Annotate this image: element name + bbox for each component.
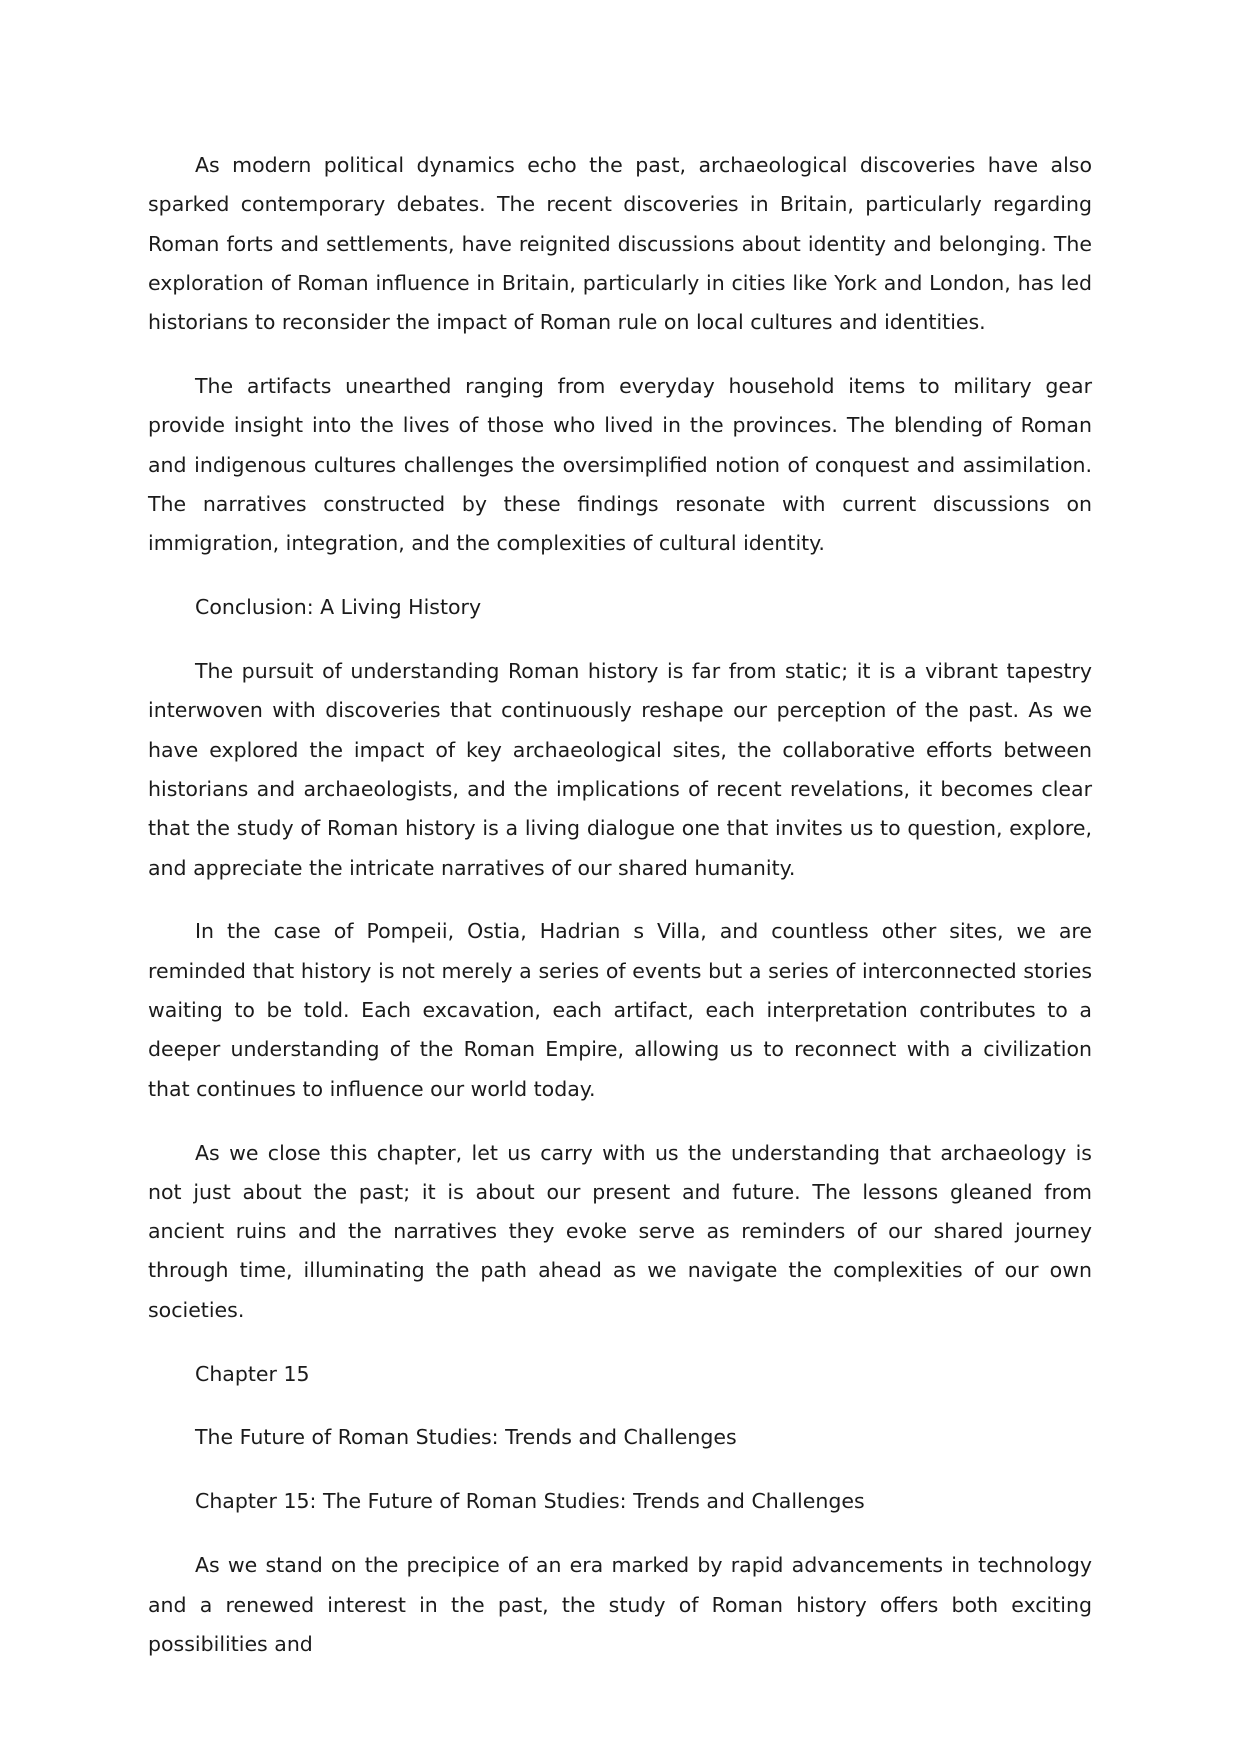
paragraph-britain-discoveries: As modern political dynamics echo the past, archaeological discoveries have also sparked contemporary debates. The recent discoveries in Britain, particularly regarding Roman forts and settlements, have reignited discussions about identity and belonging. The exploration of Roman influence in Britain, particularly in cities like York and London, has led historians to reconsider the impact of Roman rule on local cultures and identities. [148,153,1092,335]
section-heading-conclusion: Conclusion: A Living History [195,595,482,620]
paragraph-future-intro: As we stand on the precipice of an era marked by rapid advancements in technology and a renewed interest in the past, the study of Roman history offers both exciting possibilities and [148,1553,1092,1656]
chapter-number-heading: Chapter 15 [195,1361,310,1386]
chapter-full-title-heading: Chapter 15: The Future of Roman Studies: Trends and Challenges [195,1489,865,1514]
paragraph-artifacts: The artifacts unearthed ranging from everyday household items to military gear provide insight into the lives of those who lived in the provinces. The blending of Roman and indigenous cultures challenges the oversimplified notion of conquest and assimilation. The narratives constructed by these findings resonate with current discussions on immigration, integration, and the complexities of cultural identity. [148,374,1092,556]
paragraph-close-chapter: As we close this chapter, let us carry with us the understanding that archaeology is not just about the past; it is about our present and future. The lessons gleaned from ancient ruins and the narratives they evoke serve as reminders of our shared journey through time, illuminating the path ahead as we navigate the complexities of our own societies. [148,1140,1092,1322]
chapter-title-heading: The Future of Roman Studies: Trends and Challenges [195,1425,737,1450]
paragraph-pursuit-of-understanding: The pursuit of understanding Roman history is far from static; it is a vibrant tapestry interwoven with discoveries that continuously reshape our perception of the past. As we have explored the impact of key archaeological sites, the collaborative efforts between historians and archaeologists, and the implications of recent revelations, it becomes clear that the study of Roman history is a living dialogue one that invites us to question, explore, and appreciate the intricate narratives of our shared humanity. [148,659,1092,880]
paragraph-pompeii-ostia: In the case of Pompeii, Ostia, Hadrian s Villa, and countless other sites, we are reminded that history is not merely a series of events but a series of interconnected stories waiting to be told. Each excavation, each artifact, each interpretation contributes to a deeper understanding of the Roman Empire, allowing us to reconnect with a civilization that continues to influence our world today. [148,919,1092,1101]
